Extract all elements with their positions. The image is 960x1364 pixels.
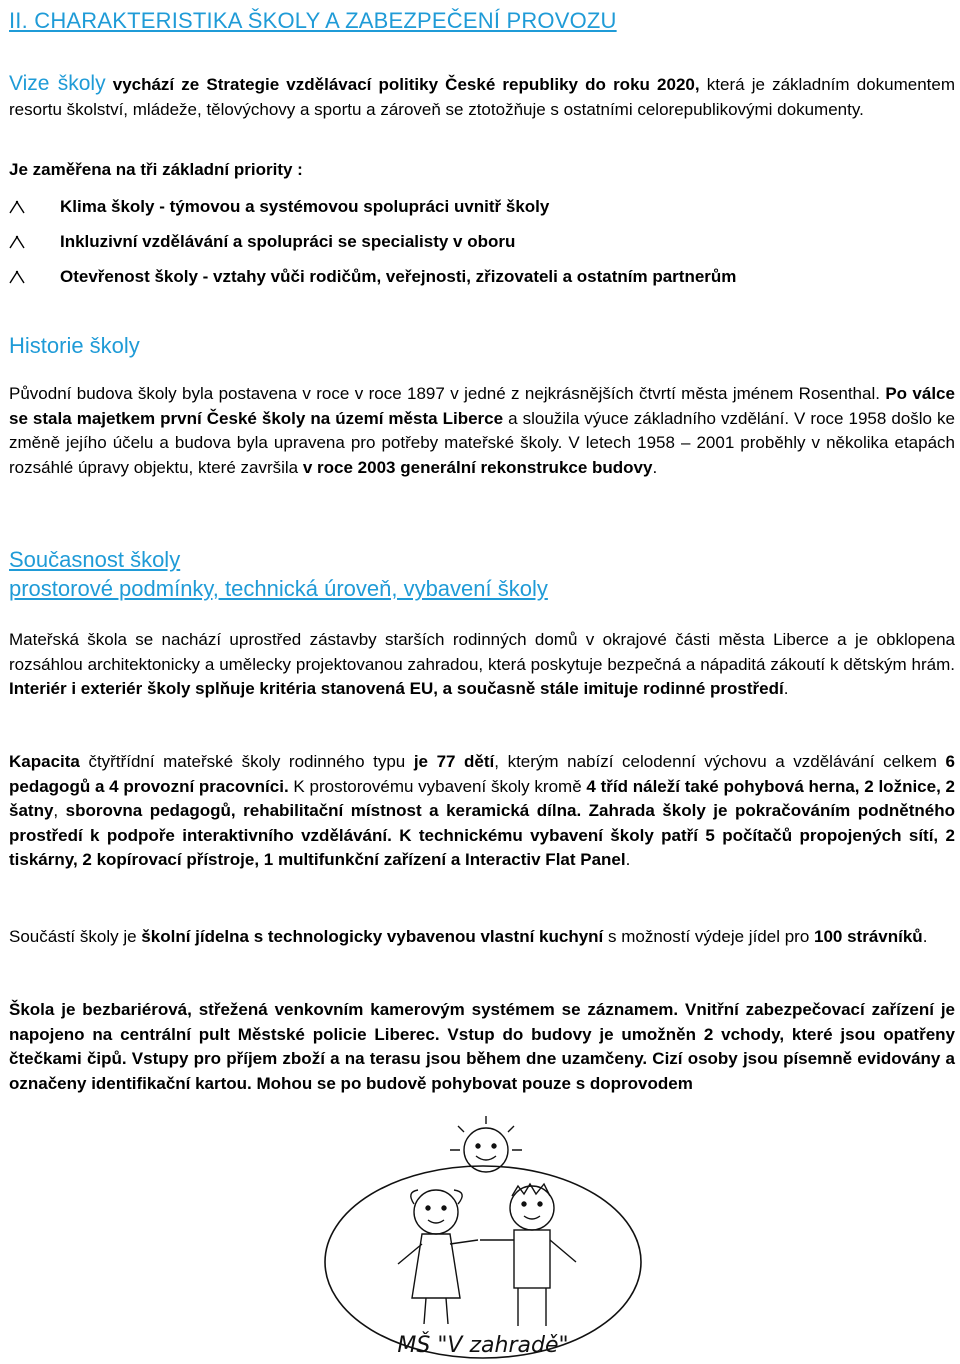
soucasnost-paragraph-3 [9, 925, 955, 950]
p2-bold-5: sborovna pedagogů, rehabilitační místnost a keramická dílna. Zahrada školy je pokračováním podnětného prostředí k podpoře interaktivního vzdělávání. K technickému vybavení školy patří 5 počítačů propojených sítí, 2 tiskárny, 2 kopírovací přístroje, 1 multifunkční zařízení a Interactiv Flat Panel [9, 801, 955, 869]
sun-icon [450, 1116, 522, 1172]
p2-text-4: , [53, 801, 59, 820]
p1-text-2: . [783, 679, 789, 698]
p3-bold-1: školní jídelna s technologicky vybavenou vlastní kuchyní [141, 927, 604, 946]
historie-text-1: Původní budova školy byla postavena v roce v roce 1897 v jedné z nejkrásnějších čtvrtí města jménem Rosenthal. [9, 384, 880, 403]
historie-text-2: a sloužila výuce základního vzdělání. V roce 1958 došlo ke změně jejího účelu a budova byla upravena pro potřeby mateřské školy. V letech 1958 – 2001 proběhly v několika etapách rozsáhlé úpravy objektu, které završila [9, 408, 955, 477]
historie-bold-1: Po válce se stala majetkem první České školy na území města Liberce [9, 384, 955, 428]
hat-bullet-icon [9, 269, 25, 285]
p3-text-3: . [922, 927, 928, 946]
p2-text-1: čtyřtřídní mateřské školy rodinného typu [88, 752, 406, 771]
p2-bold-2: je 77 dětí [413, 752, 495, 771]
historie-bold-2: v roce 2003 generální rekonstrukce budovy [302, 457, 653, 477]
school-logo [318, 1112, 648, 1364]
boy-figure-icon [480, 1184, 576, 1326]
priority-label: Klima školy - týmovou a systémovou spolupráci uvnitř školy [60, 197, 550, 216]
logo-text: MŠ "V zahradě" [397, 1333, 569, 1358]
priority-label: Inkluzivní vzdělávání a spolupráci se specialisty v oboru [60, 232, 516, 251]
page-heading: II. CHARAKTERISTIKA ŠKOLY A ZABEZPEČENÍ PROVOZU [9, 8, 617, 33]
p1-bold-1: Interiér i exteriér školy splňuje kritéria stanovená EU, a současně stále imituje rodinné prostředí [9, 679, 784, 698]
vize-rest: která je základním dokumentem resortu školství, mládeže, tělovýchovy a sportu a zároveň se ztotožňuje s ostatními celorepublikovými dokumenty. [9, 75, 955, 119]
p1-text-1: Mateřská škola se nachází uprostřed zástavby starších rodinných domů v okrajové části města Liberce a je obklopena rozsáhlou architektonicky a umělecky projektovanou zahradou, která poskytuje bezpečná a nápaditá zákoutí k dětským hrám. [9, 630, 955, 674]
vize-paragraph [9, 72, 955, 122]
p2-text-3: K prostorovému vybavení školy kromě [293, 776, 582, 796]
p3-text-1: Součástí školy je [9, 927, 137, 946]
priorities-heading: Je zaměřena na tři základní priority : [9, 160, 303, 179]
p2-bold-3: 6 pedagogů a 4 provozní pracovníci. [9, 752, 955, 796]
priority-label: Otevřenost školy - vztahy vůči rodičům, veřejnosti, zřizovateli a ostatním partnerům [60, 267, 737, 286]
vize-bold: vychází ze Strategie vzdělávací politiky České republiky do roku 2020, [112, 75, 700, 94]
p2-bold-4: 4 tříd náleží také pohybová herna, 2 ložnice, 2 šatny [9, 776, 956, 820]
girl-figure-icon [398, 1190, 478, 1324]
soucasnost-paragraph-4: Škola je bezbariérová, střežená venkovním kamerovým systémem se záznamem. Vnitřní zabezpečovací zařízení je napojeno na centrální pult Městské policie Liberec. Vstup do budovy je umožněn 2 vchody, které jsou opatřeny čtečkami čipů. Vstupy pro příjem zboží a na terasu jsou během dne uzamčeny. Cizí osoby jsou písemně evidovány a označeny identifikační kartou. Mohou se po budově pohybovat pouze s doprovodem [9, 1000, 955, 1093]
hat-bullet-icon [9, 234, 25, 250]
historie-paragraph [9, 382, 955, 480]
p3-text-2: s možností výdeje jídel pro [608, 927, 810, 946]
priority-item [9, 232, 955, 256]
historie-title: Historie školy [9, 333, 140, 358]
p3-bold-2: 100 strávníků [814, 927, 923, 946]
soucasnost-paragraph-2 [9, 750, 955, 873]
p2-bold-1: Kapacita [9, 752, 80, 771]
p2-text-5: . [625, 850, 631, 869]
logo-ring [325, 1166, 641, 1358]
priority-item [9, 267, 955, 291]
priority-item [9, 197, 955, 221]
soucasnost-subtitle: prostorové podmínky, technická úroveň, vybavení školy [9, 576, 548, 601]
vize-label: Vize školy [9, 72, 106, 95]
hat-bullet-icon [9, 199, 25, 215]
soucasnost-paragraph-1 [9, 628, 955, 702]
soucasnost-title: Současnost školy [9, 547, 181, 572]
historie-text-3: . [652, 457, 658, 477]
p2-text-2: , kterým nabízí celodenní výchovu a vzdělávání celkem [494, 752, 937, 771]
